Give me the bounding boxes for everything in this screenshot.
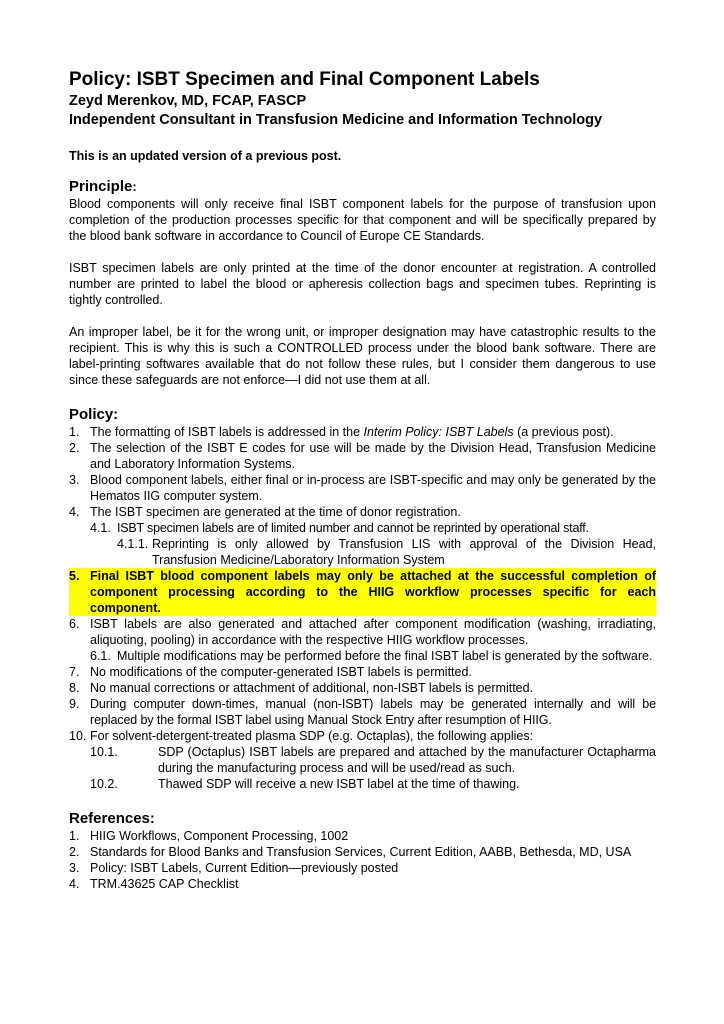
list-item: 6.1. Multiple modifications may be performed before the final ISBT label is generated by the software. — [90, 649, 653, 663]
list-item: 9. During computer down-times, manual (non-ISBT) labels may be generated internally and will be replaced by the formal ISBT label using Manual Stock Entry after resumption of HIIG. — [69, 697, 656, 727]
list-item: 7. No modifications of the computer-generated ISBT labels is permitted. — [69, 665, 472, 679]
author-affiliation: Independent Consultant in Transfusion Medicine and Information Technology — [69, 112, 603, 128]
policy-heading: Policy: — [69, 406, 119, 423]
reference-item: 1. HIIG Workflows, Component Processing, 1002 — [69, 829, 349, 843]
policy-list — [69, 424, 656, 792]
list-item: 1. The formatting of ISBT labels is addressed in the Interim Policy: ISBT Labels (a previous post). — [69, 425, 614, 439]
list-item: 4.1. ISBT specimen labels are of limited number and cannot be reprinted by operational staff. — [90, 521, 589, 535]
document-page — [69, 68, 656, 892]
document-title: Policy: ISBT Specimen and Final Component Labels — [69, 69, 540, 90]
references-list — [69, 828, 656, 892]
principle-heading: Principle: — [69, 178, 137, 195]
principle-paragraph: ISBT specimen labels are only printed at the time of the donor encounter at registration. A controlled number are printed to label the blood or apheresis collection bags and specimen tubes. Reprinting is tightly controlled. — [69, 261, 656, 307]
reference-item: 2. Standards for Blood Banks and Transfusion Services, Current Edition, AABB, Bethesda, MD, USA — [69, 845, 632, 859]
update-note: This is an updated version of a previous post. — [69, 149, 342, 163]
references-heading: References: — [69, 810, 155, 827]
reference-item: 4. TRM.43625 CAP Checklist — [69, 877, 239, 891]
author-name: Zeyd Merenkov, MD, FCAP, FASCP — [69, 93, 307, 109]
list-item: 2. The selection of the ISBT E codes for use will be made by the Division Head, Transfusion Medicine and Laboratory Information Systems. — [69, 441, 656, 471]
list-item: 6. ISBT labels are also generated and attached after component modification (washing, irradiating, aliquoting, pooling) in accordance with the respective HIIG workflow processes. — [69, 617, 656, 647]
list-item: 10.1. SDP (Octaplus) ISBT labels are prepared and attached by the manufacturer Octapharma during the manufacturing process and will be used/read as such. — [90, 745, 656, 775]
list-item: 8. No manual corrections or attachment of additional, non-ISBT labels is permitted. — [69, 681, 534, 695]
reference-item: 3. Policy: ISBT Labels, Current Edition—previously posted — [69, 861, 399, 875]
list-item: 3. Blood component labels, either final or in-process are ISBT-specific and may only be generated by the Hematos IIG computer system. — [69, 473, 656, 503]
principle-paragraph: Blood components will only receive final ISBT component labels for the purpose of transfusion upon completion of the production processes specific for that component and will be specifically prepared by the blood bank software in accordance to Council of Europe CE Standards. — [69, 197, 656, 243]
highlighted-list-item: 5. Final ISBT blood component labels may only be attached at the successful completion of component processing according to the HIIG workflow processes specific for each component. — [69, 569, 656, 615]
principle-paragraph: An improper label, be it for the wrong unit, or improper designation may have catastrophic results to the recipient. This is why this is such a CONTROLLED process under the blood bank software. There are label-printing softwares available that do not follow these rules, but I consider them dangerous to use since these safeguards are not enforce—I did not use them at all. — [69, 325, 656, 387]
list-item: 4. The ISBT specimen are generated at the time of donor registration. — [69, 505, 461, 519]
list-item: 10. For solvent-detergent-treated plasma SDP (e.g. Octaplas), the following applies: — [69, 729, 534, 743]
list-item: 10.2. Thawed SDP will receive a new ISBT label at the time of thawing. — [90, 777, 520, 791]
list-item: 4.1.1. Reprinting is only allowed by Transfusion LIS with approval of the Division Head, Transfusion Medicine/Laboratory Information System — [117, 537, 656, 567]
